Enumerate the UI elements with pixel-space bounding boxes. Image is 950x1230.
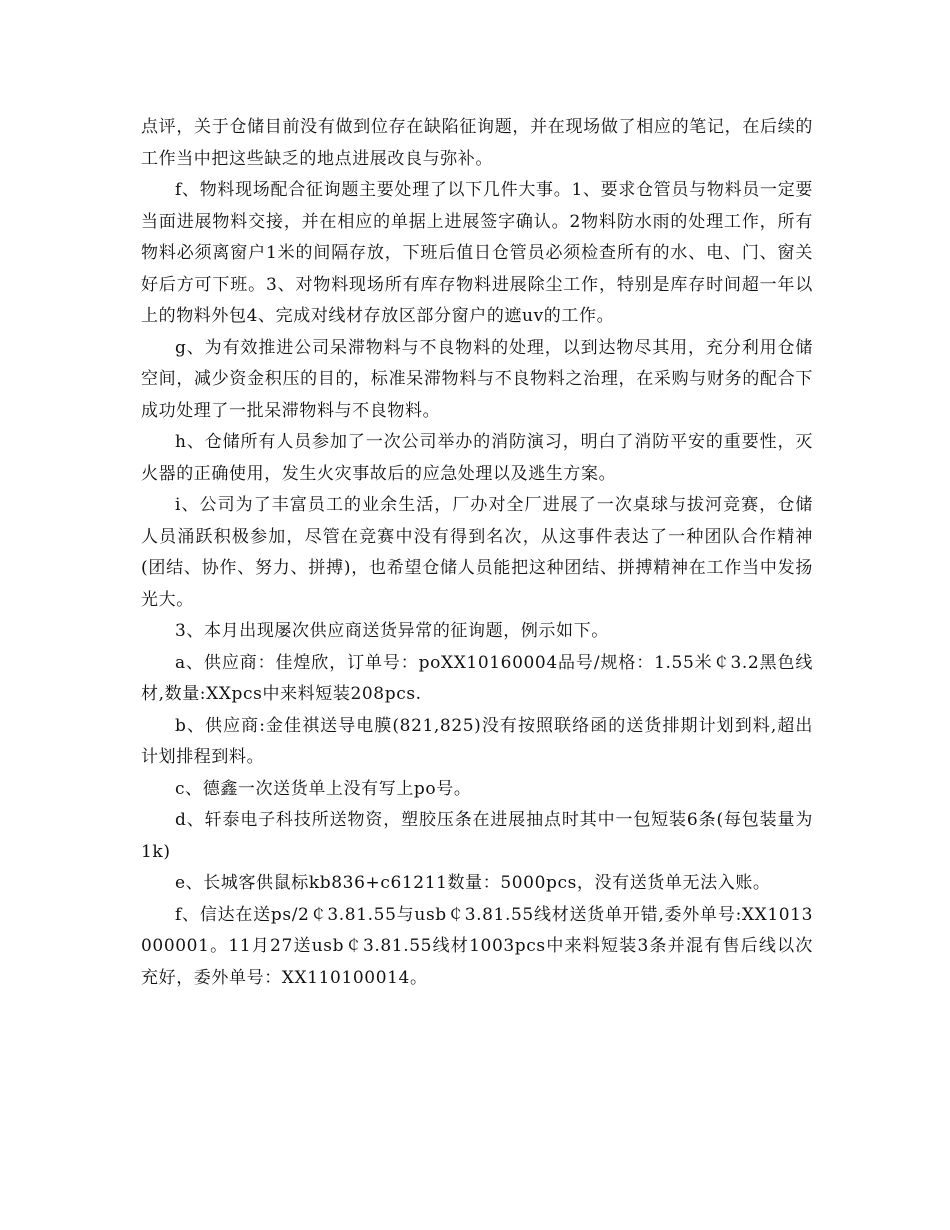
paragraph-f-material-site: f、物料现场配合征询题主要处理了以下几件大事。1、要求仓管员与物料员一定要当面进展物料交接，并在相应的单据上进展签字确认。2物料防水雨的处理工作，所有物料必须离窗户1米的间隔存放，下班后值日仓管员必须检查所有的水、电、门、窗关好后方可下班。3、对物料现场所有库存物料进展除尘工作，特别是库存时间超一年以上的物料外包4、完成对线材存放区部分窗户的遮uv的工作。	[141, 180, 813, 326]
paragraph-d-supplier: d、轩泰电子科技所送物资，塑胶压条在进展抽点时其中一包短装6条(每包装量为1k)	[141, 810, 813, 862]
paragraph-review-continued: 点评，关于仓储目前没有做到位存在缺陷征询题，并在现场做了相应的笔记，在后续的工作当中把这些缺乏的地点进展改良与弥补。	[141, 117, 813, 169]
paragraph-f-supplier: f、信达在送ps/2￠3.81.55与usb￠3.81.55线材送货单开错,委外单号:XX1013000001。11月27送usb￠3.81.55线材1003pcs中来料短装3条并混有售后线以次充好，委外单号：XX110100014。	[141, 904, 813, 988]
paragraph-a-supplier: a、供应商：佳煌欣，订单号：poXX10160004品号/规格：1.55米￠3.2黑色线材,数量:XXpcs中来料短装208pcs.	[141, 652, 813, 704]
paragraph-3-supplier-issues: 3、本月出现屡次供应商送货异常的征询题，例示如下。	[175, 621, 609, 641]
paragraph-i-competition: i、公司为了丰富员工的业余生活，厂办对全厂进展了一次桌球与拔河竞赛，仓储人员涌跃积极参加，尽管在竞赛中没有得到名次，从这事件表达了一种团队合作精神(团结、协作、努力、拼搏)，也希望仓储人员能把这种团结、拼搏精神在工作当中发扬光大。	[141, 495, 813, 610]
paragraph-g-dead-stock: g、为有效推进公司呆滞物料与不良物料的处理，以到达物尽其用，充分利用仓储空间，减少资金积压的目的，标准呆滞物料与不良物料之治理，在采购与财务的配合下成功处理了一批呆滞物料与不良物料。	[141, 337, 813, 421]
paragraph-e-supplier: e、长城客供鼠标kb836+c61211数量：5000pcs，没有送货单无法入账。	[175, 873, 771, 893]
paragraph-c-supplier: c、德鑫一次送货单上没有写上po号。	[175, 778, 472, 799]
document-body	[141, 112, 813, 994]
paragraph-h-fire-drill: h、仓储所有人员参加了一次公司举办的消防演习，明白了消防平安的重要性，灭火器的正确使用，发生火灾事故后的应急处理以及逃生方案。	[141, 432, 813, 484]
paragraph-b-supplier: b、供应商:金佳祺送导电膜(821,825)没有按照联络函的送货排期计划到料,超出计划排程到料。	[141, 715, 813, 767]
